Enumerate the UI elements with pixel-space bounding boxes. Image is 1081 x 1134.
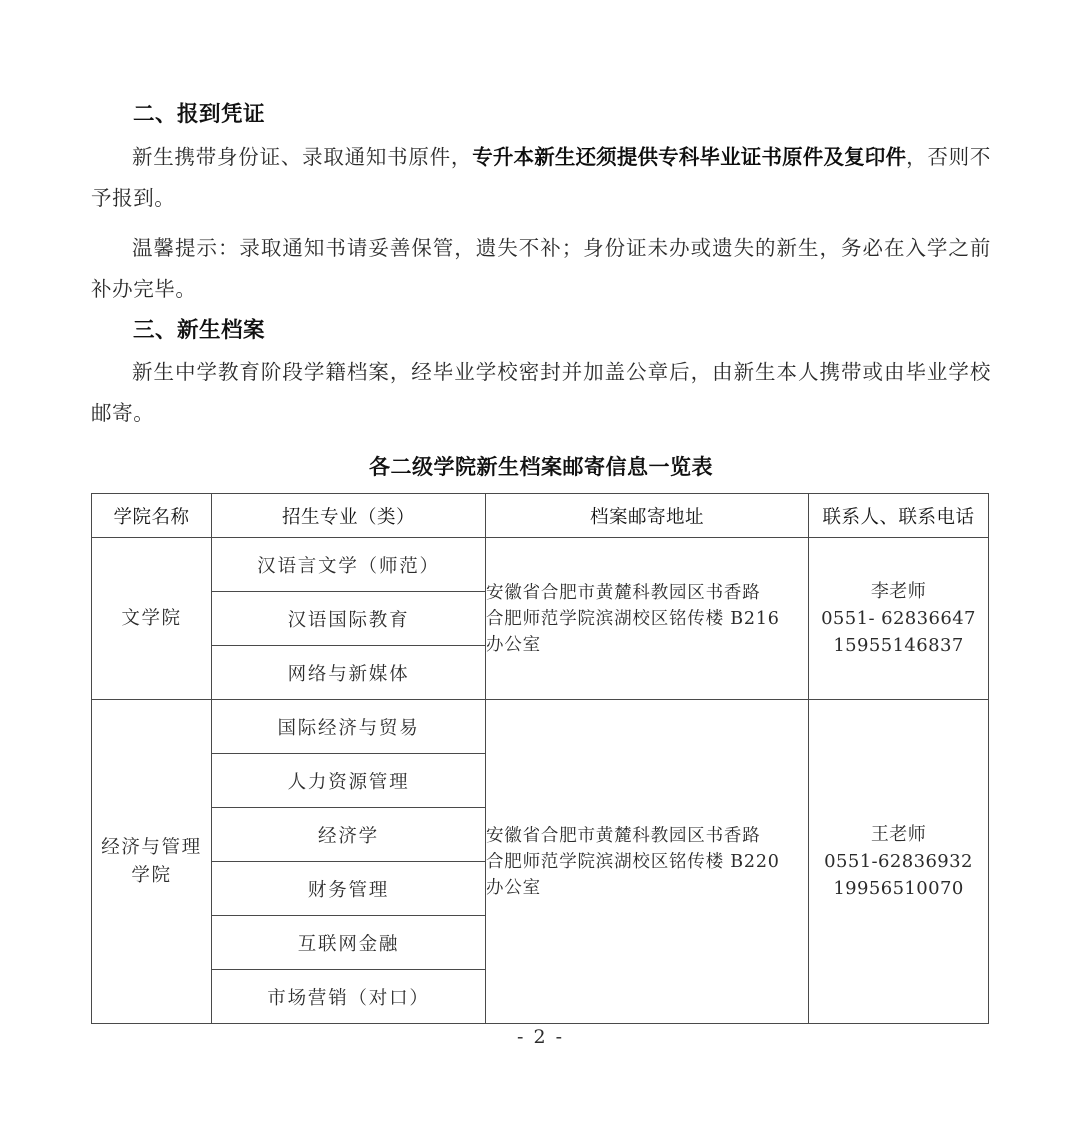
cell-major: 汉语国际教育 [212, 592, 486, 646]
cell-mailing-address [486, 700, 809, 1024]
section-heading-3: 三、新生档案 [133, 317, 266, 343]
table-title: 各二级学院新生档案邮寄信息一览表 [369, 455, 713, 479]
table-header-row [92, 494, 989, 538]
spacer [91, 126, 991, 137]
table-body [92, 538, 989, 1024]
table-row [92, 538, 989, 592]
column-header-college: 学院名称 [92, 494, 212, 538]
cell-major: 国际经济与贸易 [212, 700, 486, 754]
section-heading-2: 二、报到凭证 [133, 102, 266, 127]
contact-phone-mobile: 15955146837 [833, 635, 964, 656]
cell-major: 汉语言文学（师范） [212, 538, 486, 592]
column-header-contact: 联系人、联系电话 [809, 494, 989, 538]
contact-phone-mobile: 19956510070 [833, 878, 964, 899]
paragraph-registration-credentials [91, 137, 991, 219]
spacer [91, 341, 991, 352]
column-header-address: 档案邮寄地址 [486, 494, 809, 538]
mailing-info-table-wrapper [91, 493, 989, 1024]
address-line: 安徽省合肥市黄麓科教园区书香路 [486, 582, 761, 603]
address-line: 办公室 [486, 634, 541, 655]
table-row [92, 700, 989, 754]
contact-phone-office: 0551-62836932 [824, 851, 973, 872]
cell-contact-info [809, 538, 989, 700]
paragraph-tail-text: ，否则不予报到。 [91, 144, 991, 210]
page-number: - 2 - [516, 1026, 564, 1048]
paragraph-warm-reminder [91, 228, 991, 310]
paragraph-bold-emphasis: 专升本新生还须提供专科毕业证书原件及复印件 [472, 144, 907, 169]
cell-mailing-address [486, 538, 809, 700]
paragraph-lead-text: 新生携带身份证、录取通知书原件， [132, 144, 473, 169]
contact-name: 李老师 [870, 581, 927, 602]
address-line: 安徽省合肥市黄麓科教园区书香路 [486, 825, 761, 846]
cell-major: 经济学 [212, 808, 486, 862]
contact-name: 王老师 [870, 824, 927, 845]
spacer [91, 434, 991, 451]
cell-contact-info [809, 700, 989, 1024]
address-line: 合肥师范学院滨湖校区铭传楼 B220 [486, 851, 780, 872]
cell-major: 市场营销（对口） [212, 970, 486, 1024]
paragraph-lead-text: 新生中学教育阶段学籍档案，经毕业学校密封并加盖公章后，由新生本人携带或由毕业学校邮寄。 [91, 360, 991, 425]
cell-major: 人力资源管理 [212, 754, 486, 808]
address-line: 合肥师范学院滨湖校区铭传楼 B216 [486, 608, 780, 629]
contact-phone-office: 0551- 62836647 [821, 608, 976, 629]
document-body [91, 104, 991, 481]
cell-major: 互联网金融 [212, 916, 486, 970]
mailing-info-table [91, 493, 989, 1024]
paragraph-freshman-archive [91, 352, 991, 434]
cell-college-name: 文学院 [92, 538, 212, 700]
address-line: 办公室 [486, 877, 541, 898]
cell-major: 网络与新媒体 [212, 646, 486, 700]
cell-college-name: 经济与管理学院 [92, 700, 212, 1024]
spacer [91, 219, 991, 228]
paragraph-lead-text: 温馨提示：录取通知书请妥善保管，遗失不补；身份证未办或遗失的新生，务必在入学之前补办完毕。 [91, 235, 991, 301]
column-header-major: 招生专业（类） [212, 494, 486, 538]
cell-major: 财务管理 [212, 862, 486, 916]
